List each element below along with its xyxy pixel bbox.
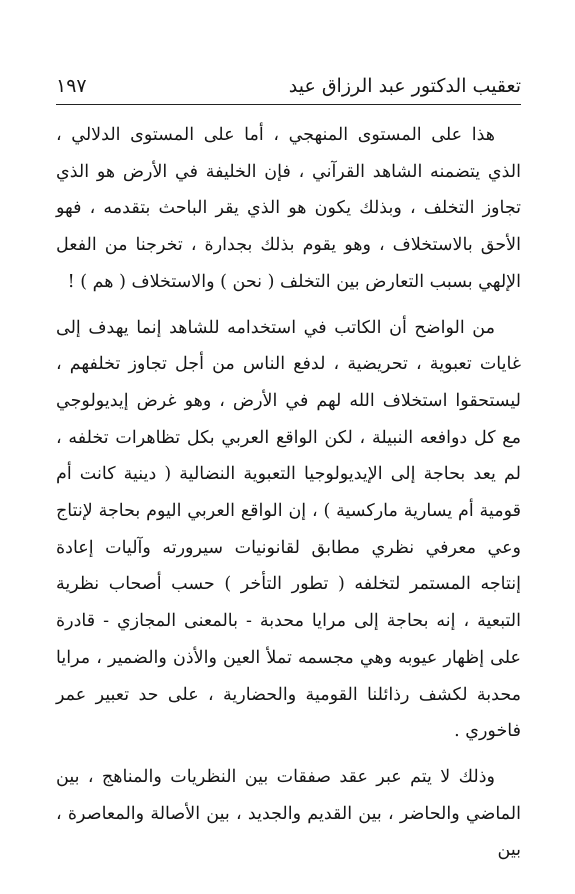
paragraph: وذلك لا يتم عبر عقد صفقات بين النظريات والمناهج ، بين الماضي والحاضر ، بين القديم والجديد ، بين الأصالة والمعاصرة ، بين [56,766,521,861]
running-title: تعقيب الدكتور عبد الرزاق عيد [288,75,521,97]
header-rule [56,104,521,105]
page-header [56,70,521,102]
paragraph: من الواضح أن الكاتب في استخدامه للشاهد إنما يهدف إلى غايات تعبوية ، تحريضية ، لدفع الناس من أجل تجاوز تخلفهم ، ليستحقوا استخلاف الله لهم في الأرض ، وهو غرض إيديولوجي مع كل دوافعه النبيلة ، لكن الواقع العربي بكل تظاهرات تخلفه ، لم يعد بحاجة إلى الإيديولوجيا التعبوية النضالية ( دينية كانت أم قومية أم يسارية ماركسية ) ، إن الواقع العربي اليوم بحاجة لإنتاج وعي معرفي نظري مطابق لقانونيات سيرورته وآليات إعادة إنتاجه المستمر لتخلفه ( تطور التأخر ) حسب أصحاب نظرية التبعية ، إنه بحاجة إلى مرايا محدبة - بالمعنى المجازي - قادرة على إظهار عيوبه وهي مجسمه تملأ العين والأذن والضمير ، مرايا محدبة لكشف رذائلنا القومية والحضارية ، على حد تعبير عمر فاخوري . [56,317,521,742]
page-number: ١٩٧ [56,75,87,97]
page-body [56,117,521,869]
paragraph: هذا على المستوى المنهجي ، أما على المستوى الدلالي ، الذي يتضمنه الشاهد القرآني ، فإن الخليفة في الأرض هو الذي تجاوز التخلف ، وبذلك يكون هو الذي يقر الباحث بتقدمه ، فهو الأحق بالاستخلاف ، وهو يقوم بذلك بجدارة ، تخرجنا من الفعل الإلهي بسبب التعارض بين التخلف ( نحن ) والاستخلاف ( هم ) ! [56,125,521,292]
